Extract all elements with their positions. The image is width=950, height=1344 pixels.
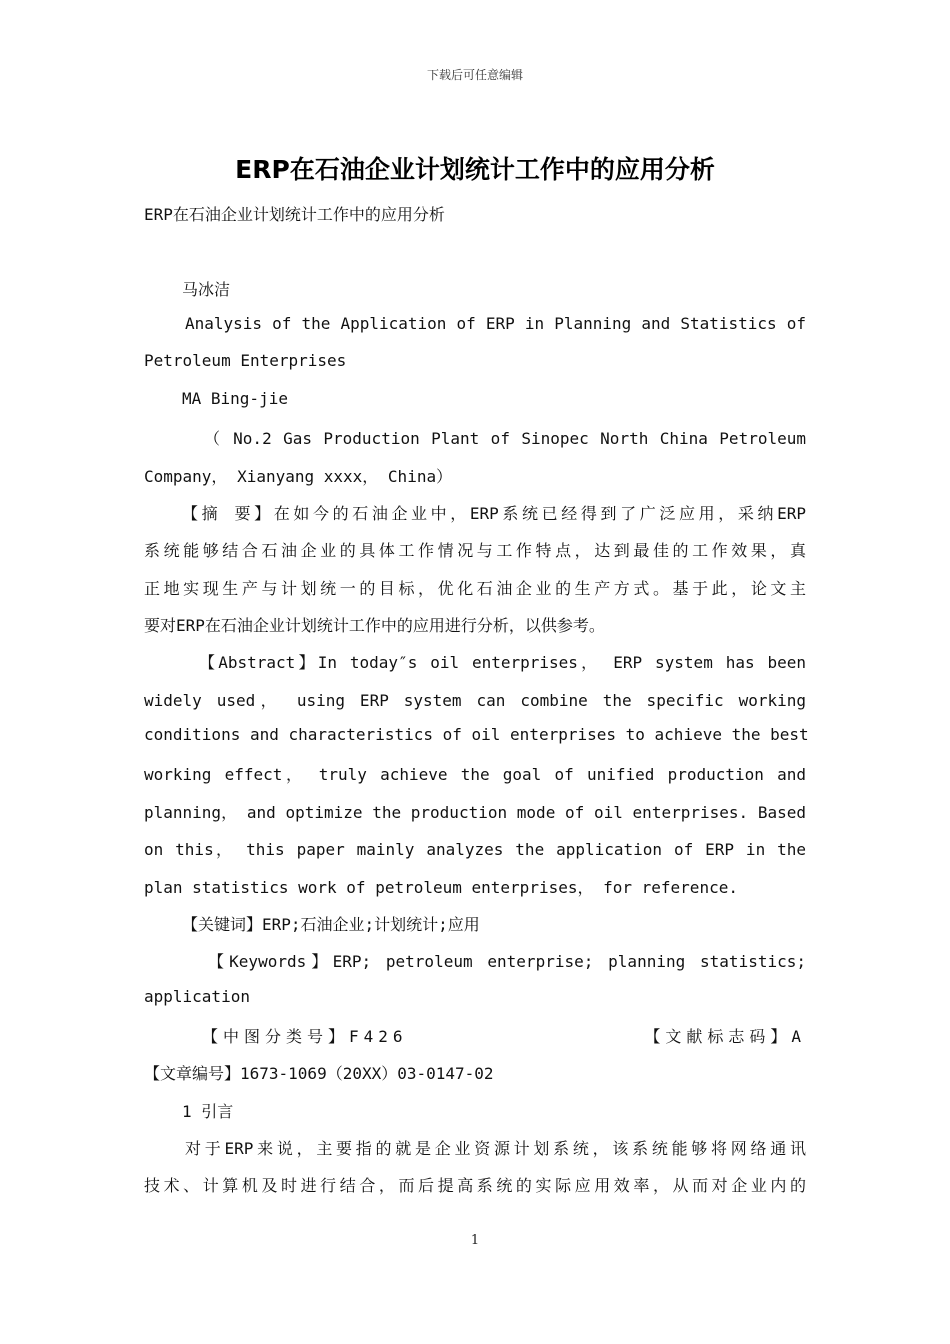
- body-text-line: 对于ERP来说，主要指的就是企业资源计划系统，该系统能够将网络通讯: [185, 1139, 806, 1158]
- title-en-line: Petroleum Enterprises: [144, 351, 347, 370]
- abstract-en-line: widely used， using ERP system can combine the specific working: [144, 691, 806, 710]
- author-en: MA Bing-jie: [182, 389, 288, 408]
- abstract-en-line: plan statistics work of petroleum enterprises， for reference.: [144, 878, 738, 897]
- abstract-en-line: conditions and characteristics of oil enterprises to achieve the best: [144, 725, 809, 744]
- header-note: 下载后可任意编辑: [426, 68, 523, 82]
- abstract-cn-line: 正地实现生产与计划统一的目标，优化石油企业的生产方式。基于此，论文主: [144, 579, 806, 598]
- abstract-cn-line: 【摘 要】在如今的石油企业中，ERP系统已经得到了广泛应用，采纳ERP: [182, 504, 806, 523]
- abstract-en-line: working effect， truly achieve the goal of unified production and: [144, 765, 806, 784]
- abstract-en-line: 【Abstract】In today″s oil enterprises， ERP system has been: [199, 653, 806, 672]
- keywords-en-line: application: [144, 987, 250, 1006]
- abstract-en-line: planning， and optimize the production mode of oil enterprises. Based: [144, 803, 806, 822]
- keywords-cn: 【关键词】ERP;石油企业;计划统计;应用: [182, 915, 480, 934]
- abstract-cn-line: 要对ERP在石油企业计划统计工作中的应用进行分析，以供参考。: [144, 616, 605, 635]
- article-number: 【文章编号】1673-1069（20XX）03-0147-02: [144, 1064, 494, 1083]
- abstract-cn-line: 系统能够结合石油企业的具体工作情况与工作特点，达到最佳的工作效果，真: [144, 541, 806, 560]
- page-number: 1: [470, 1233, 480, 1248]
- keywords-en-line: 【Keywords】ERP; petroleum enterprise; planning statistics;: [208, 952, 806, 971]
- paper-title: ERP在石油企业计划统计工作中的应用分析: [235, 155, 715, 184]
- title-en-line: Analysis of the Application of ERP in Planning and Statistics of: [185, 314, 806, 333]
- document-code: 【文献标志码】A: [644, 1027, 806, 1046]
- paper-subtitle: ERP在石油企业计划统计工作中的应用分析: [144, 205, 445, 224]
- classification-code: 【中图分类号】F426: [202, 1027, 408, 1046]
- author-cn: 马冰洁: [182, 280, 231, 299]
- body-text-line: 技术、计算机及时进行结合，而后提高系统的实际应用效率，从而对企业内的: [144, 1176, 806, 1195]
- affiliation-line: （ No.2 Gas Production Plant of Sinopec North China Petroleum: [204, 429, 806, 448]
- abstract-en-line: on this， this paper mainly analyzes the application of ERP in the: [144, 840, 806, 859]
- affiliation-line: Company， Xianyang xxxx， China）: [144, 467, 453, 486]
- classification-row: [144, 1024, 806, 1047]
- section-heading: 1 引言: [182, 1102, 234, 1121]
